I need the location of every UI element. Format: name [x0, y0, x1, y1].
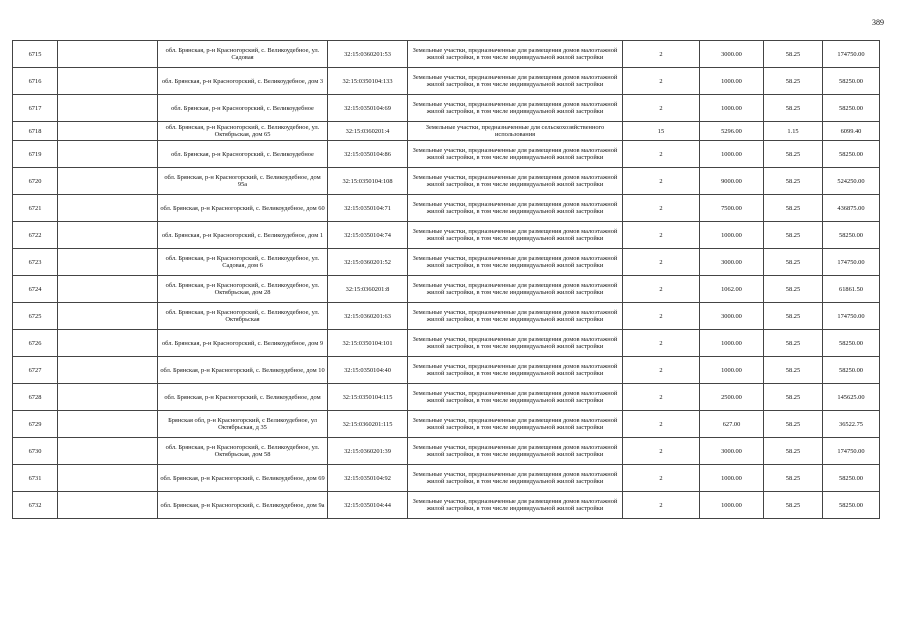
address-cell: Брянская обл, р-н Красногорский, с Великоудебное, ул Октябрьская, д 35	[158, 411, 328, 438]
rate-cell: 58.25	[764, 141, 823, 168]
cadastral-number-cell: 32:15:0350104:69	[328, 95, 408, 122]
land-purpose-cell: Земельные участки, предназначенные для размещения домов малоэтажной жилой застройки, в том числе индивидуальной жилой застройки	[408, 411, 623, 438]
group-cell: 2	[623, 168, 700, 195]
spacer-cell	[58, 41, 158, 68]
cadastral-value-cell: 61861.50	[823, 276, 880, 303]
address-cell: обл. Брянская, р-н Красногорский, с. Великоудебное, дом 10	[158, 357, 328, 384]
address-cell: обл. Брянская, р-н Красногорский, с. Великоудебное, ул. Садовая, дом 6	[158, 249, 328, 276]
area-cell: 1000.00	[700, 330, 764, 357]
land-purpose-cell: Земельные участки, предназначенные для размещения домов малоэтажной жилой застройки, в том числе индивидуальной жилой застройки	[408, 141, 623, 168]
row-number: 6721	[13, 195, 58, 222]
spacer-cell	[58, 384, 158, 411]
row-number: 6724	[13, 276, 58, 303]
area-cell: 7500.00	[700, 195, 764, 222]
row-number: 6729	[13, 411, 58, 438]
land-purpose-cell: Земельные участки, предназначенные для размещения домов малоэтажной жилой застройки, в том числе индивидуальной жилой застройки	[408, 68, 623, 95]
cadastral-number-cell: 32:15:0350104:92	[328, 465, 408, 492]
area-cell: 9000.00	[700, 168, 764, 195]
table-row	[13, 222, 880, 249]
area-cell: 627.00	[700, 411, 764, 438]
area-cell: 1000.00	[700, 68, 764, 95]
cadastral-value-cell: 58250.00	[823, 492, 880, 519]
rate-cell: 58.25	[764, 195, 823, 222]
spacer-cell	[58, 465, 158, 492]
land-purpose-cell: Земельные участки, предназначенные для размещения домов малоэтажной жилой застройки, в том числе индивидуальной жилой застройки	[408, 95, 623, 122]
table-row	[13, 438, 880, 465]
row-number: 6726	[13, 330, 58, 357]
row-number: 6722	[13, 222, 58, 249]
row-number: 6719	[13, 141, 58, 168]
spacer-cell	[58, 122, 158, 141]
cadastral-number-cell: 32:15:0350104:101	[328, 330, 408, 357]
group-cell: 2	[623, 68, 700, 95]
land-purpose-cell: Земельные участки, предназначенные для размещения домов малоэтажной жилой застройки, в том числе индивидуальной жилой застройки	[408, 276, 623, 303]
row-number: 6715	[13, 41, 58, 68]
registry-table	[12, 40, 880, 519]
spacer-cell	[58, 492, 158, 519]
spacer-cell	[58, 303, 158, 330]
row-number: 6716	[13, 68, 58, 95]
spacer-cell	[58, 249, 158, 276]
area-cell: 1000.00	[700, 141, 764, 168]
rate-cell: 1.15	[764, 122, 823, 141]
cadastral-number-cell: 32:15:0360201:4	[328, 122, 408, 141]
rate-cell: 58.25	[764, 276, 823, 303]
table-row	[13, 465, 880, 492]
group-cell: 2	[623, 438, 700, 465]
land-purpose-cell: Земельные участки, предназначенные для размещения домов малоэтажной жилой застройки, в том числе индивидуальной жилой застройки	[408, 357, 623, 384]
row-number: 6731	[13, 465, 58, 492]
cadastral-number-cell: 32:15:0350104:133	[328, 68, 408, 95]
table-row	[13, 330, 880, 357]
group-cell: 2	[623, 357, 700, 384]
area-cell: 1000.00	[700, 465, 764, 492]
address-cell: обл. Брянская, р-н Красногорский, с. Великоудебное, дом 60	[158, 195, 328, 222]
cadastral-number-cell: 32:15:0360201:39	[328, 438, 408, 465]
spacer-cell	[58, 276, 158, 303]
table-row	[13, 411, 880, 438]
land-purpose-cell: Земельные участки, предназначенные для размещения домов малоэтажной жилой застройки, в том числе индивидуальной жилой застройки	[408, 465, 623, 492]
rate-cell: 58.25	[764, 95, 823, 122]
row-number: 6732	[13, 492, 58, 519]
address-cell: обл. Брянская, р-н Красногорский, с. Великоудебное, ул. Октябрьская	[158, 303, 328, 330]
cadastral-value-cell: 58250.00	[823, 68, 880, 95]
land-purpose-cell: Земельные участки, предназначенные для размещения домов малоэтажной жилой застройки, в том числе индивидуальной жилой застройки	[408, 438, 623, 465]
spacer-cell	[58, 411, 158, 438]
cadastral-number-cell: 32:15:0350104:40	[328, 357, 408, 384]
rate-cell: 58.25	[764, 492, 823, 519]
cadastral-value-cell: 174750.00	[823, 303, 880, 330]
address-cell: обл. Брянская, р-н Красногорский, с. Великоудебное, дом 95а	[158, 168, 328, 195]
rate-cell: 58.25	[764, 41, 823, 68]
cadastral-value-cell: 58250.00	[823, 330, 880, 357]
cadastral-value-cell: 58250.00	[823, 141, 880, 168]
rate-cell: 58.25	[764, 222, 823, 249]
address-cell: обл. Брянская, р-н Красногорский, с. Великоудебное, дом	[158, 384, 328, 411]
group-cell: 2	[623, 492, 700, 519]
table-row	[13, 41, 880, 68]
spacer-cell	[58, 438, 158, 465]
group-cell: 2	[623, 195, 700, 222]
area-cell: 1000.00	[700, 357, 764, 384]
cadastral-value-cell: 36522.75	[823, 411, 880, 438]
cadastral-value-cell: 58250.00	[823, 222, 880, 249]
table-row	[13, 68, 880, 95]
cadastral-number-cell: 32:15:0350104:108	[328, 168, 408, 195]
table-row	[13, 141, 880, 168]
cadastral-value-cell: 145625.00	[823, 384, 880, 411]
group-cell: 2	[623, 330, 700, 357]
cadastral-number-cell: 32:15:0360201:8	[328, 276, 408, 303]
cadastral-value-cell: 174750.00	[823, 41, 880, 68]
land-purpose-cell: Земельные участки, предназначенные для размещения домов малоэтажной жилой застройки, в том числе индивидуальной жилой застройки	[408, 303, 623, 330]
row-number: 6717	[13, 95, 58, 122]
address-cell: обл. Брянская, р-н Красногорский, с. Великоудебное, дом 1	[158, 222, 328, 249]
row-number: 6730	[13, 438, 58, 465]
table-row	[13, 492, 880, 519]
spacer-cell	[58, 357, 158, 384]
table-row	[13, 384, 880, 411]
row-number: 6718	[13, 122, 58, 141]
row-number: 6723	[13, 249, 58, 276]
table-row	[13, 276, 880, 303]
cadastral-value-cell: 524250.00	[823, 168, 880, 195]
cadastral-value-cell: 436875.00	[823, 195, 880, 222]
rate-cell: 58.25	[764, 411, 823, 438]
area-cell: 1000.00	[700, 95, 764, 122]
group-cell: 2	[623, 222, 700, 249]
land-purpose-cell: Земельные участки, предназначенные для размещения домов малоэтажной жилой застройки, в том числе индивидуальной жилой застройки	[408, 222, 623, 249]
spacer-cell	[58, 68, 158, 95]
cadastral-number-cell: 32:15:0360201:52	[328, 249, 408, 276]
address-cell: обл. Брянская, р-н Красногорский, с. Великоудебное, ул. Октябрьская, дом 65	[158, 122, 328, 141]
group-cell: 15	[623, 122, 700, 141]
area-cell: 3000.00	[700, 249, 764, 276]
cadastral-value-cell: 58250.00	[823, 95, 880, 122]
address-cell: обл. Брянская, р-н Красногорский, с. Великоудебное, ул. Октябрьская, дом 28	[158, 276, 328, 303]
spacer-cell	[58, 195, 158, 222]
land-purpose-cell: Земельные участки, предназначенные для размещения домов малоэтажной жилой застройки, в том числе индивидуальной жилой застройки	[408, 195, 623, 222]
spacer-cell	[58, 330, 158, 357]
table-row	[13, 195, 880, 222]
table-body	[13, 41, 880, 519]
group-cell: 2	[623, 411, 700, 438]
group-cell: 2	[623, 95, 700, 122]
address-cell: обл. Брянская, р-н Красногорский, с. Великоудебное, ул. Садовая	[158, 41, 328, 68]
area-cell: 3000.00	[700, 41, 764, 68]
land-purpose-cell: Земельные участки, предназначенные для сельскохозяйственного использования	[408, 122, 623, 141]
rate-cell: 58.25	[764, 249, 823, 276]
group-cell: 2	[623, 465, 700, 492]
address-cell: обл. Брянская, р-н Красногорский, с. Великоудебное	[158, 141, 328, 168]
address-cell: обл. Брянская, р-н Красногорский, с. Великоудебное, дом 9	[158, 330, 328, 357]
page-number: 389	[872, 18, 884, 27]
cadastral-number-cell: 32:15:0350104:74	[328, 222, 408, 249]
area-cell: 1000.00	[700, 492, 764, 519]
cadastral-number-cell: 32:15:0350104:115	[328, 384, 408, 411]
cadastral-value-cell: 174750.00	[823, 438, 880, 465]
area-cell: 1062.00	[700, 276, 764, 303]
land-purpose-cell: Земельные участки, предназначенные для размещения домов малоэтажной жилой застройки, в том числе индивидуальной жилой застройки	[408, 384, 623, 411]
address-cell: обл. Брянская, р-н Красногорский, с. Великоудебное, дом 69	[158, 465, 328, 492]
address-cell: обл. Брянская, р-н Красногорский, с. Великоудебное, дом 9а	[158, 492, 328, 519]
cadastral-value-cell: 174750.00	[823, 249, 880, 276]
cadastral-value-cell: 6099.40	[823, 122, 880, 141]
rate-cell: 58.25	[764, 438, 823, 465]
cadastral-number-cell: 32:15:0360201:53	[328, 41, 408, 68]
rate-cell: 58.25	[764, 168, 823, 195]
row-number: 6720	[13, 168, 58, 195]
land-purpose-cell: Земельные участки, предназначенные для размещения домов малоэтажной жилой застройки, в том числе индивидуальной жилой застройки	[408, 168, 623, 195]
table-row	[13, 303, 880, 330]
rate-cell: 58.25	[764, 465, 823, 492]
group-cell: 2	[623, 41, 700, 68]
cadastral-number-cell: 32:15:0350104:44	[328, 492, 408, 519]
area-cell: 2500.00	[700, 384, 764, 411]
table-row	[13, 168, 880, 195]
table-row	[13, 357, 880, 384]
land-purpose-cell: Земельные участки, предназначенные для размещения домов малоэтажной жилой застройки, в том числе индивидуальной жилой застройки	[408, 492, 623, 519]
table-row	[13, 249, 880, 276]
rate-cell: 58.25	[764, 68, 823, 95]
land-purpose-cell: Земельные участки, предназначенные для размещения домов малоэтажной жилой застройки, в том числе индивидуальной жилой застройки	[408, 249, 623, 276]
rate-cell: 58.25	[764, 303, 823, 330]
cadastral-value-cell: 58250.00	[823, 357, 880, 384]
address-cell: обл. Брянская, р-н Красногорский, с. Великоудебное, дом 3	[158, 68, 328, 95]
row-number: 6728	[13, 384, 58, 411]
table-row	[13, 95, 880, 122]
spacer-cell	[58, 168, 158, 195]
area-cell: 3000.00	[700, 303, 764, 330]
cadastral-number-cell: 32:15:0350104:71	[328, 195, 408, 222]
cadastral-number-cell: 32:15:0360201:115	[328, 411, 408, 438]
rate-cell: 58.25	[764, 384, 823, 411]
row-number: 6725	[13, 303, 58, 330]
spacer-cell	[58, 95, 158, 122]
group-cell: 2	[623, 141, 700, 168]
area-cell: 3000.00	[700, 438, 764, 465]
address-cell: обл. Брянская, р-н Красногорский, с. Великоудебное, ул. Октябрьская, дом 58	[158, 438, 328, 465]
table-row	[13, 122, 880, 141]
land-purpose-cell: Земельные участки, предназначенные для размещения домов малоэтажной жилой застройки, в том числе индивидуальной жилой застройки	[408, 41, 623, 68]
address-cell: обл. Брянская, р-н Красногорский, с. Великоудебное	[158, 95, 328, 122]
cadastral-number-cell: 32:15:0360201:63	[328, 303, 408, 330]
cadastral-number-cell: 32:15:0350104:86	[328, 141, 408, 168]
rate-cell: 58.25	[764, 330, 823, 357]
area-cell: 1000.00	[700, 222, 764, 249]
spacer-cell	[58, 222, 158, 249]
land-purpose-cell: Земельные участки, предназначенные для размещения домов малоэтажной жилой застройки, в том числе индивидуальной жилой застройки	[408, 330, 623, 357]
row-number: 6727	[13, 357, 58, 384]
rate-cell: 58.25	[764, 357, 823, 384]
spacer-cell	[58, 141, 158, 168]
area-cell: 5296.00	[700, 122, 764, 141]
group-cell: 2	[623, 276, 700, 303]
group-cell: 2	[623, 384, 700, 411]
group-cell: 2	[623, 249, 700, 276]
cadastral-value-cell: 58250.00	[823, 465, 880, 492]
group-cell: 2	[623, 303, 700, 330]
